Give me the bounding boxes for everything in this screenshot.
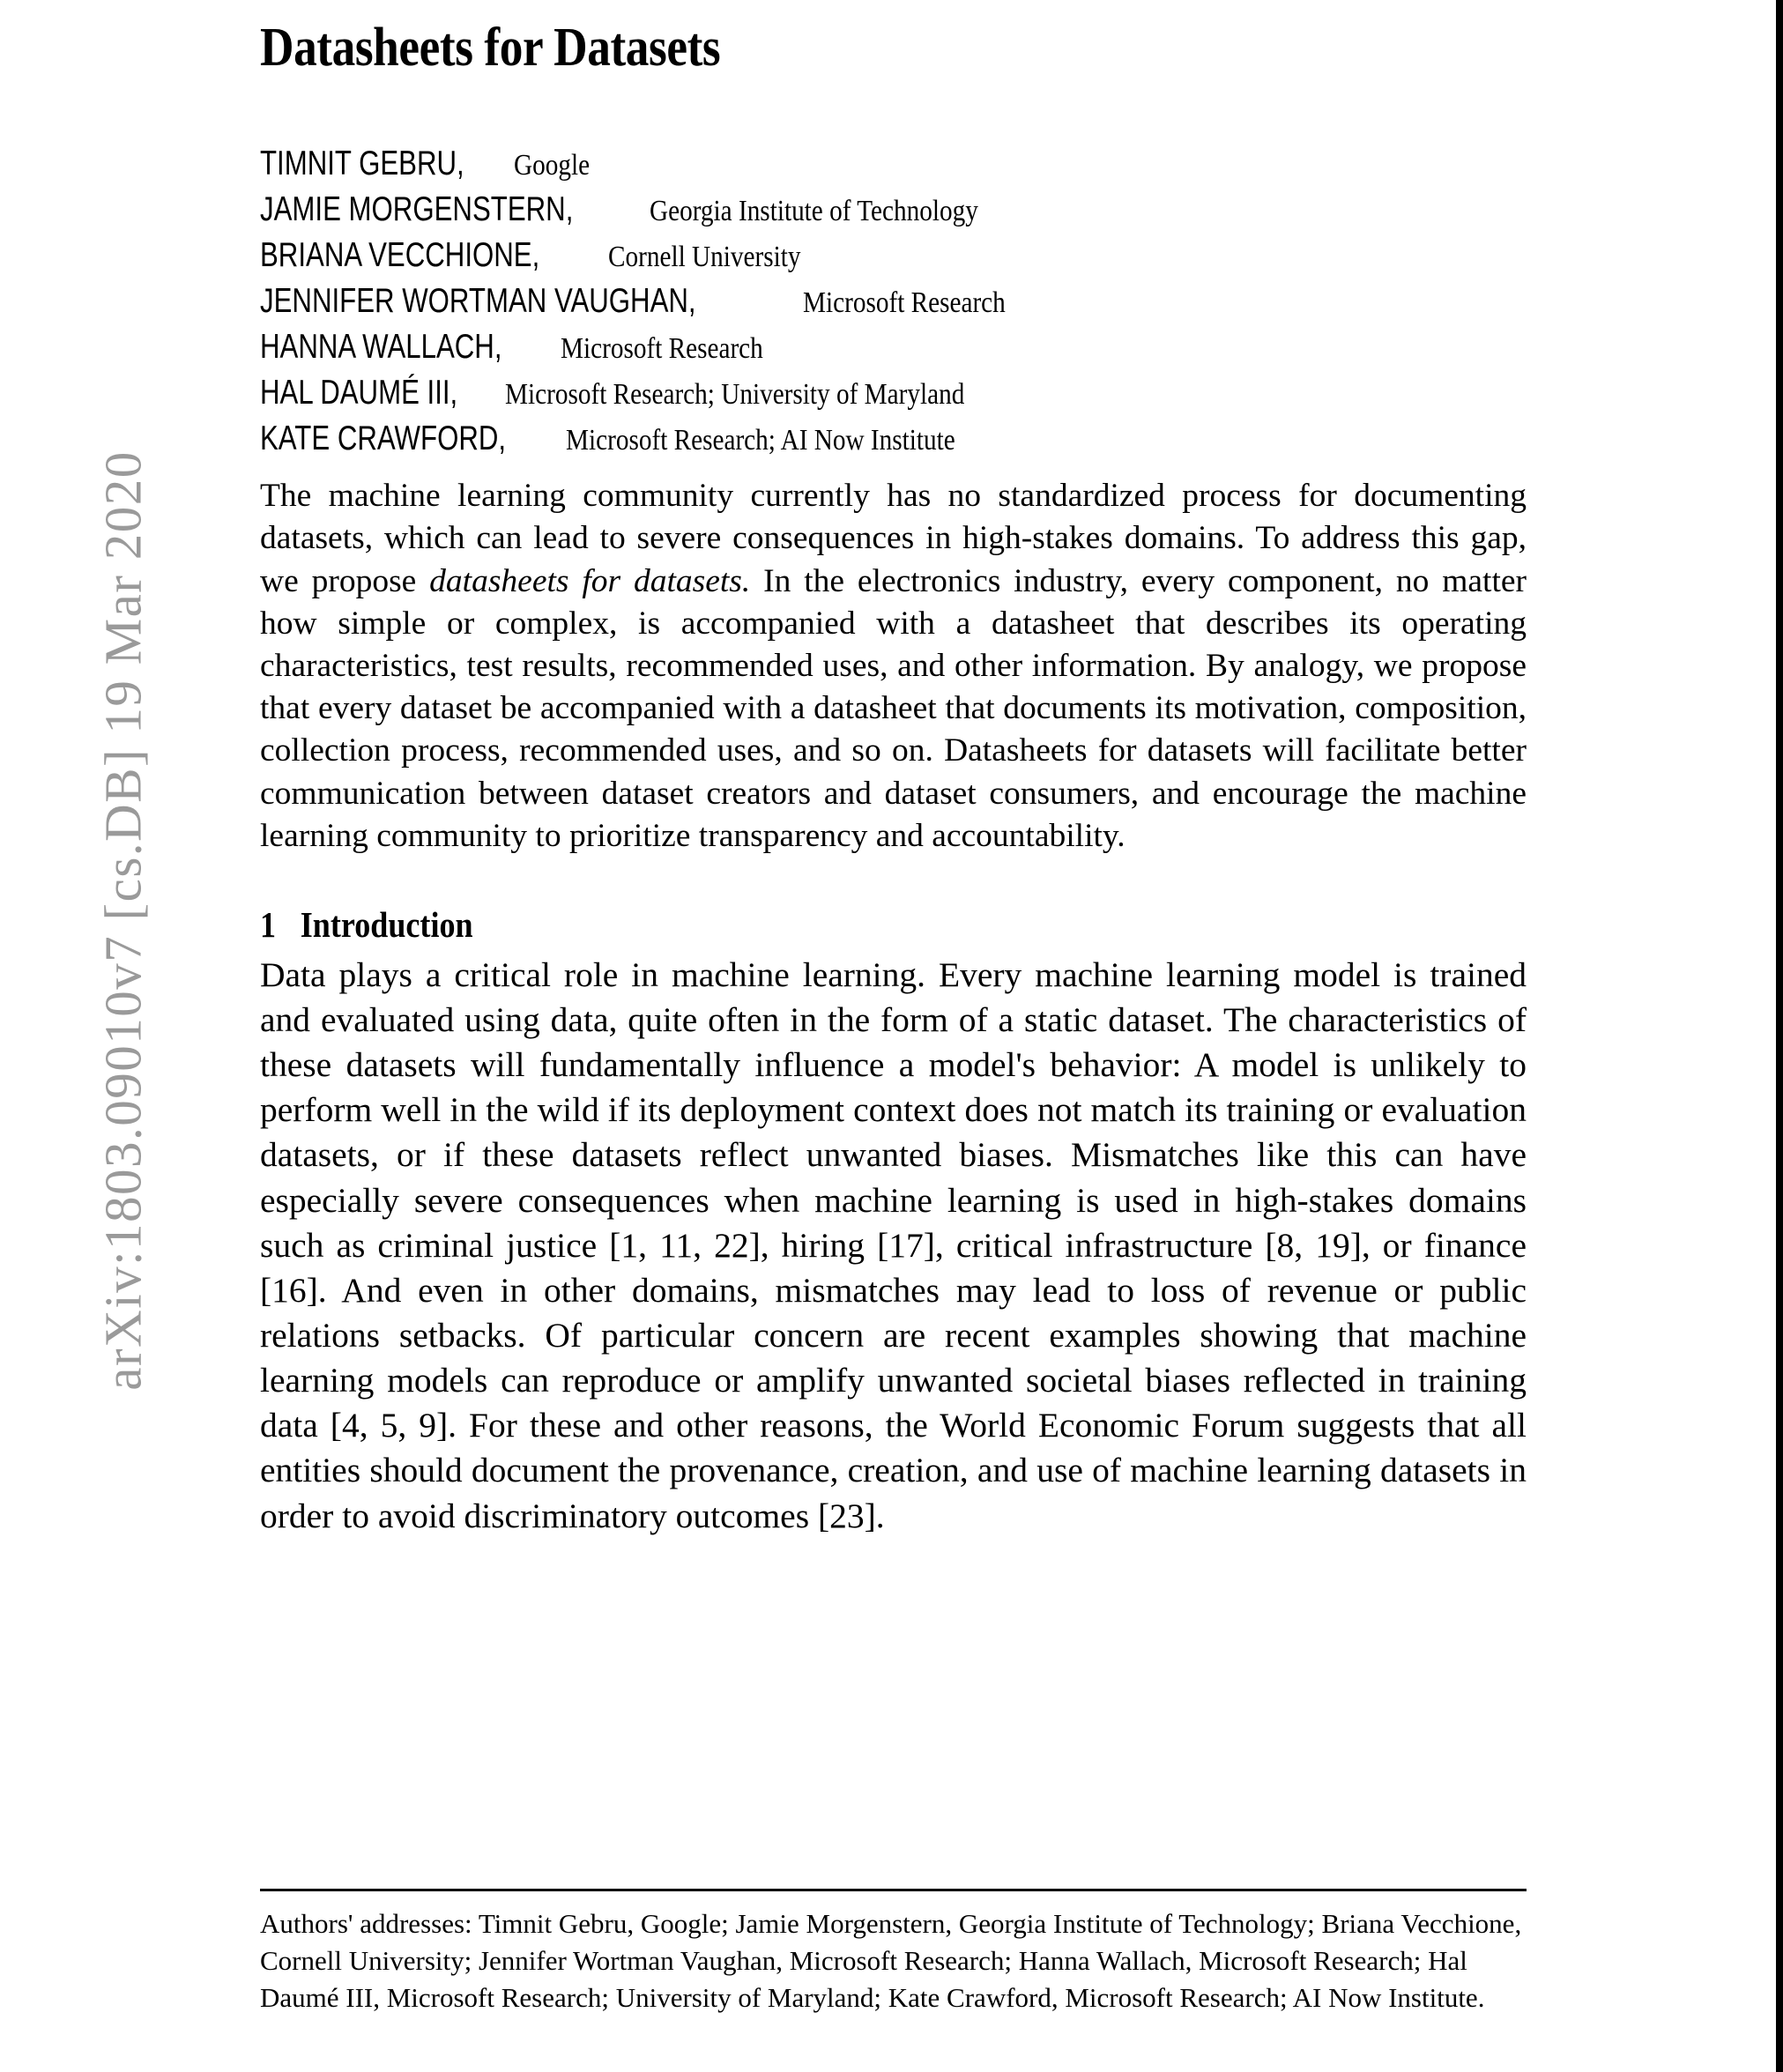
introduction-paragraph: Data plays a critical role in machine learning. Every machine learning model is trained and evaluated using data, quite often in the form of a static dataset. The characteristics of these datasets will fundamentally influence a model's behavior: A model is unlikely to perform well in the wild if its deployment context does not match its training or evaluation datasets, or if these datasets reflect unwanted biases. Mismatches like this can have especially severe consequences when machine learning is used in high-stakes domains such as criminal justice [1, 11, 22], hiring [17], critical infrastructure [8, 19], or finance [16]. And even in other domains, mismatches may lead to loss of revenue or public relations setbacks. Of particular concern are recent examples showing that machine learning models can reproduce or amplify unwanted societal biases reflected in training data [4, 5, 9]. For these and other reasons, the World Economic Forum suggests that all entities should document the provenance, creation, and use of machine learning datasets in order to avoid discriminatory outcomes [23]. [260,954,1527,1535]
author-name: HAL DAUMÉ III, [260,374,458,412]
author-affiliation: Microsoft Research; University of Maryland [505,378,965,412]
abstract-paragraph [260,475,1527,858]
author-name: BRIANA VECCHIONE, [260,236,540,275]
author-entry [260,146,1527,181]
section-heading-introduction [260,903,1375,946]
author-entry [260,192,1527,227]
arxiv-identifier-stamp: arXiv:1803.09010v7 [cs.DB] 19 Mar 2020 [93,450,152,1391]
author-affiliation: Microsoft Research [561,332,763,366]
author-name: KATE CRAWFORD, [260,420,507,458]
footnote-block [260,1889,1527,2016]
author-affiliation: Microsoft Research; AI Now Institute [565,424,955,457]
author-entry [260,421,1527,456]
abstract-emphasis: datasheets for datasets. [429,562,751,599]
author-affiliation: Microsoft Research [803,286,1007,320]
author-entry [260,282,1527,321]
author-affiliation: Cornell University [607,241,801,274]
paper-content [260,0,1527,1539]
section-title: Introduction [300,903,473,945]
section-number: 1 [260,903,277,945]
abstract-text-part-1: The machine learning community currently has no standardized process for documenting datasets, which can lead to severe consequences in high-stakes domains. To address this gap, we propose [260,478,1527,599]
author-affiliation: Google [513,149,590,182]
author-entry [260,236,1527,275]
abstract-text-part-2: In the electronics industry, every component, no matter how simple or complex, is accompanied with a datasheet that describes its operating characteristics, test results, recommended uses, and other information. By analogy, we propose that every dataset be accompanied with a datasheet that documents its motivation, composition, collection process, recommended uses, and so on. Datasheets for datasets will facilitate better communication between dataset creators and dataset consumers, and encourage the machine learning community to prioritize transparency and accountability. [260,562,1527,854]
author-name: JAMIE MORGENSTERN, [260,190,574,229]
author-entry [260,375,1527,410]
author-affiliation: Georgia Institute of Technology [650,195,979,228]
author-entry [260,328,1527,367]
author-list [260,146,1527,456]
author-name: TIMNIT GEBRU, [260,145,464,183]
author-name: HANNA WALLACH, [260,328,502,367]
authors-addresses-footnote: Authors' addresses: Timnit Gebru, Google; Jamie Morgenstern, Georgia Institute of Technology; Briana Vecchione, Cornell University; Jennifer Wortman Vaughan, Microsoft Research; Hanna Wallach, Microsoft Research; Hal Daumé III, Microsoft Research; University of Maryland; Kate Crawford, Microsoft Research; AI Now Institute. [260,1908,1522,2013]
author-name: JENNIFER WORTMAN VAUGHAN, [260,282,696,321]
page-edge-bar [1776,0,1783,2072]
footnote-separator-rule [260,1889,1527,1891]
page-title: Datasheets for Datasets [260,18,721,78]
